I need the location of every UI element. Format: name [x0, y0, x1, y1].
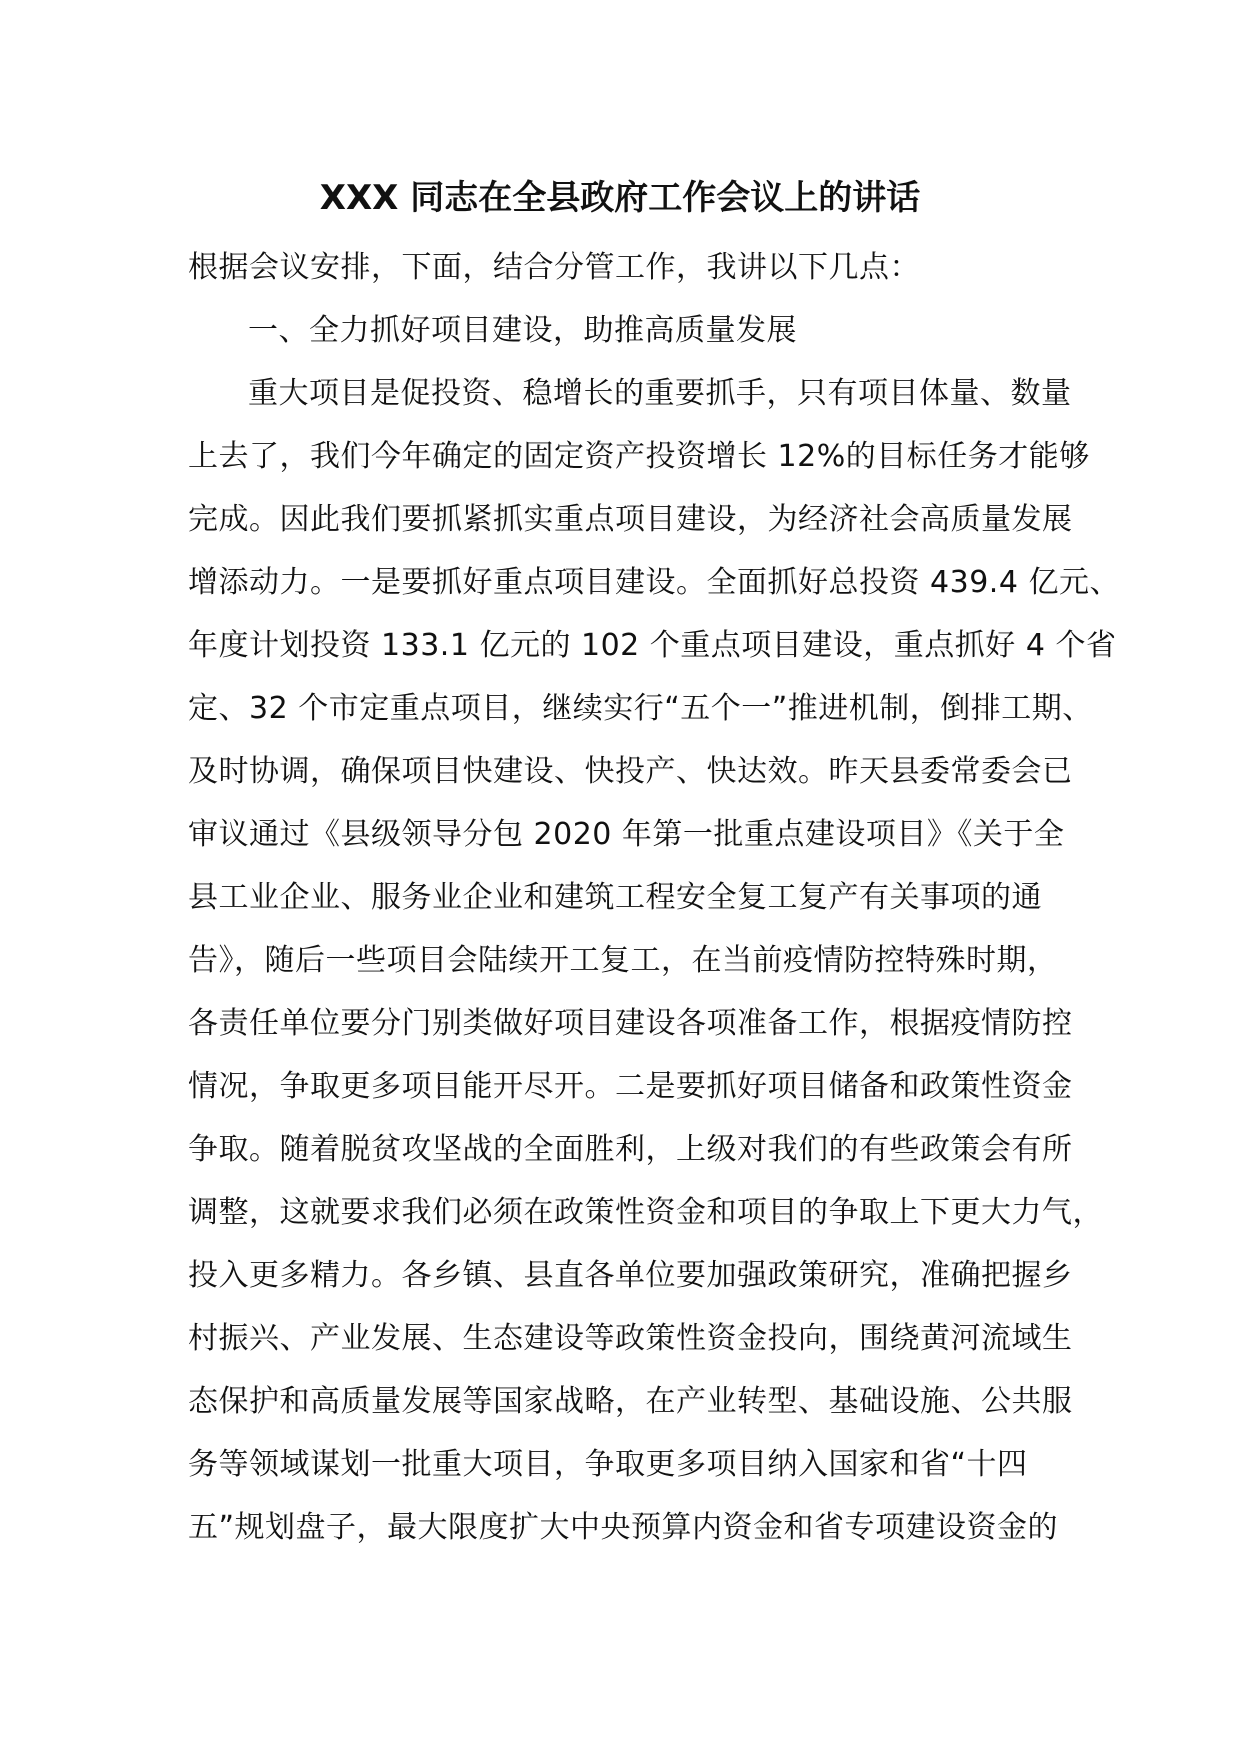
body-line: 务等领域谋划一批重大项目，争取更多项目纳入国家和省“十四: [188, 1447, 1028, 1482]
body-line: 村振兴、产业发展、生态建设等政策性资金投向，围绕黄河流域生: [188, 1321, 1073, 1356]
section-heading: 一、全力抓好项目建设，助推高质量发展: [248, 313, 797, 348]
body-line: 及时协调，确保项目快建设、快投产、快达效。昨天县委常委会已: [188, 754, 1073, 789]
body-line: 投入更多精力。各乡镇、县直各单位要加强政策研究，准确把握乡: [188, 1258, 1073, 1293]
body-line: 上去了，我们今年确定的固定资产投资增长 12%的目标任务才能够: [188, 439, 1090, 474]
body-line: 态保护和高质量发展等国家战略，在产业转型、基础设施、公共服: [188, 1384, 1073, 1419]
body-line: 年度计划投资 133.1 亿元的 102 个重点项目建设，重点抓好 4 个省: [188, 628, 1117, 663]
body-line: 争取。随着脱贫攻坚战的全面胜利，上级对我们的有些政策会有所: [188, 1132, 1073, 1167]
body-line: 县工业企业、服务业企业和建筑工程安全复工复产有关事项的通: [188, 880, 1042, 915]
body-line: 审议通过《县级领导分包 2020 年第一批重点建设项目》《关于全: [188, 817, 1065, 852]
body-line: 调整，这就要求我们必须在政策性资金和项目的争取上下更大力气，: [188, 1195, 1103, 1230]
body-line: 告》，随后一些项目会陆续开工复工，在当前疫情防控特殊时期，: [188, 943, 1058, 978]
body-line: 各责任单位要分门别类做好项目建设各项准备工作，根据疫情防控: [188, 1006, 1073, 1041]
body-line: 情况，争取更多项目能开尽开。二是要抓好项目储备和政策性资金: [188, 1069, 1073, 1104]
body-line: 重大项目是促投资、稳增长的重要抓手，只有项目体量、数量: [248, 376, 1072, 411]
body-line: 定、32 个市定重点项目，继续实行“五个一”推进机制，倒排工期、: [188, 691, 1093, 726]
body-line: 五”规划盘子，最大限度扩大中央预算内资金和省专项建设资金的: [188, 1510, 1059, 1545]
body-line: 完成。因此我们要抓紧抓实重点项目建设，为经济社会高质量发展: [188, 502, 1073, 537]
document-title: XXX 同志在全县政府工作会议上的讲话: [319, 178, 921, 218]
intro-paragraph: 根据会议安排，下面，结合分管工作，我讲以下几点：: [188, 250, 920, 285]
body-line: 增添动力。一是要抓好重点项目建设。全面抓好总投资 439.4 亿元、: [188, 565, 1120, 600]
